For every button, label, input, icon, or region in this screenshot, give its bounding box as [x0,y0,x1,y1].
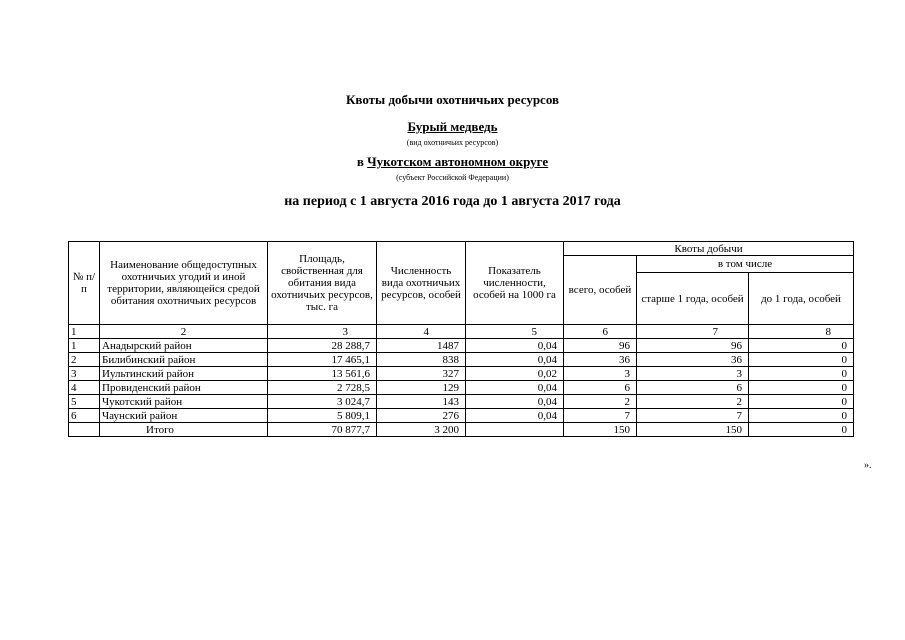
row-area: 3 024,7 [268,395,377,409]
row-total: 36 [564,353,637,367]
row-area: 2 728,5 [268,381,377,395]
row-older: 6 [637,381,749,395]
row-total: 6 [564,381,637,395]
row-younger: 0 [749,381,854,395]
region-prefix: в [356,154,368,169]
row-no: 3 [69,367,100,381]
total-count: 3 200 [377,423,466,437]
row-younger: 0 [749,395,854,409]
total-older: 150 [637,423,749,437]
index-cell: 5 [466,325,564,339]
total-label: Итого [100,423,268,437]
quota-table [68,241,854,437]
total-no-cell [69,423,100,437]
index-cell: 4 [377,325,466,339]
header-no: № п/п [69,242,100,325]
table-row [69,353,854,367]
table-row [69,339,854,353]
total-total: 150 [564,423,637,437]
row-older: 96 [637,339,749,353]
row-density: 0,04 [466,339,564,353]
row-total: 3 [564,367,637,381]
row-count: 1487 [377,339,466,353]
table-row [69,367,854,381]
table-row [69,409,854,423]
row-younger: 0 [749,353,854,367]
total-younger: 0 [749,423,854,437]
row-total: 96 [564,339,637,353]
region-caption: (субъект Российской Федерации) [396,173,509,182]
index-cell: 8 [749,325,854,339]
row-count: 838 [377,353,466,367]
index-cell: 1 [69,325,100,339]
row-no: 5 [69,395,100,409]
row-no: 2 [69,353,100,367]
header-including: в том числе [637,256,854,273]
index-cell: 3 [268,325,377,339]
index-cell: 7 [637,325,749,339]
row-younger: 0 [749,367,854,381]
index-cell: 6 [564,325,637,339]
header-name: Наименование общедоступных охотничьих угодий и иной территории, являющейся средой обитания охотничьих ресурсов [100,242,268,325]
row-area: 5 809,1 [268,409,377,423]
row-name: Анадырский район [100,339,268,353]
row-count: 276 [377,409,466,423]
row-density: 0,04 [466,381,564,395]
header-total: всего, особей [564,256,637,325]
row-younger: 0 [749,339,854,353]
index-cell: 2 [100,325,268,339]
row-area: 28 288,7 [268,339,377,353]
header-older: старше 1 года, особей [637,273,749,325]
row-no: 1 [69,339,100,353]
species-name: Бурый медведь [407,119,498,134]
row-area: 17 465,1 [268,353,377,367]
region-name: Чукотском автономном округе [367,154,549,169]
row-name: Чукотский район [100,395,268,409]
header-density: Показатель численности, особей на 1000 га [466,242,564,325]
total-row [69,423,854,437]
row-count: 129 [377,381,466,395]
row-name: Билибинский район [100,353,268,367]
row-count: 143 [377,395,466,409]
row-total: 2 [564,395,637,409]
row-older: 3 [637,367,749,381]
row-no: 6 [69,409,100,423]
row-density: 0,04 [466,353,564,367]
row-older: 7 [637,409,749,423]
row-name: Провиденский район [100,381,268,395]
row-no: 4 [69,381,100,395]
row-density: 0,02 [466,367,564,381]
table-row [69,395,854,409]
index-row [69,325,854,339]
row-area: 13 561,6 [268,367,377,381]
period-line: на период с 1 августа 2016 года до 1 августа 2017 года [284,194,621,209]
document-title: Квоты добычи охотничьих ресурсов [345,92,560,107]
row-name: Чаунский район [100,409,268,423]
row-count: 327 [377,367,466,381]
closing-quote-mark: ». [864,460,872,471]
header-count: Численность вида охотничьих ресурсов, особей [377,242,466,325]
row-name: Иультинский район [100,367,268,381]
region-line [0,154,905,170]
species-caption: (вид охотничьих ресурсов) [406,138,499,147]
row-total: 7 [564,409,637,423]
row-older: 2 [637,395,749,409]
total-density [466,423,564,437]
row-older: 36 [637,353,749,367]
header-area: Площадь, свойственная для обитания вида охотничьих ресурсов, тыс. га [268,242,377,325]
total-area: 70 877,7 [268,423,377,437]
row-density: 0,04 [466,395,564,409]
table-row [69,381,854,395]
row-younger: 0 [749,409,854,423]
header-younger: до 1 года, особей [749,273,854,325]
row-density: 0,04 [466,409,564,423]
header-quota: Квоты добычи [564,242,854,256]
